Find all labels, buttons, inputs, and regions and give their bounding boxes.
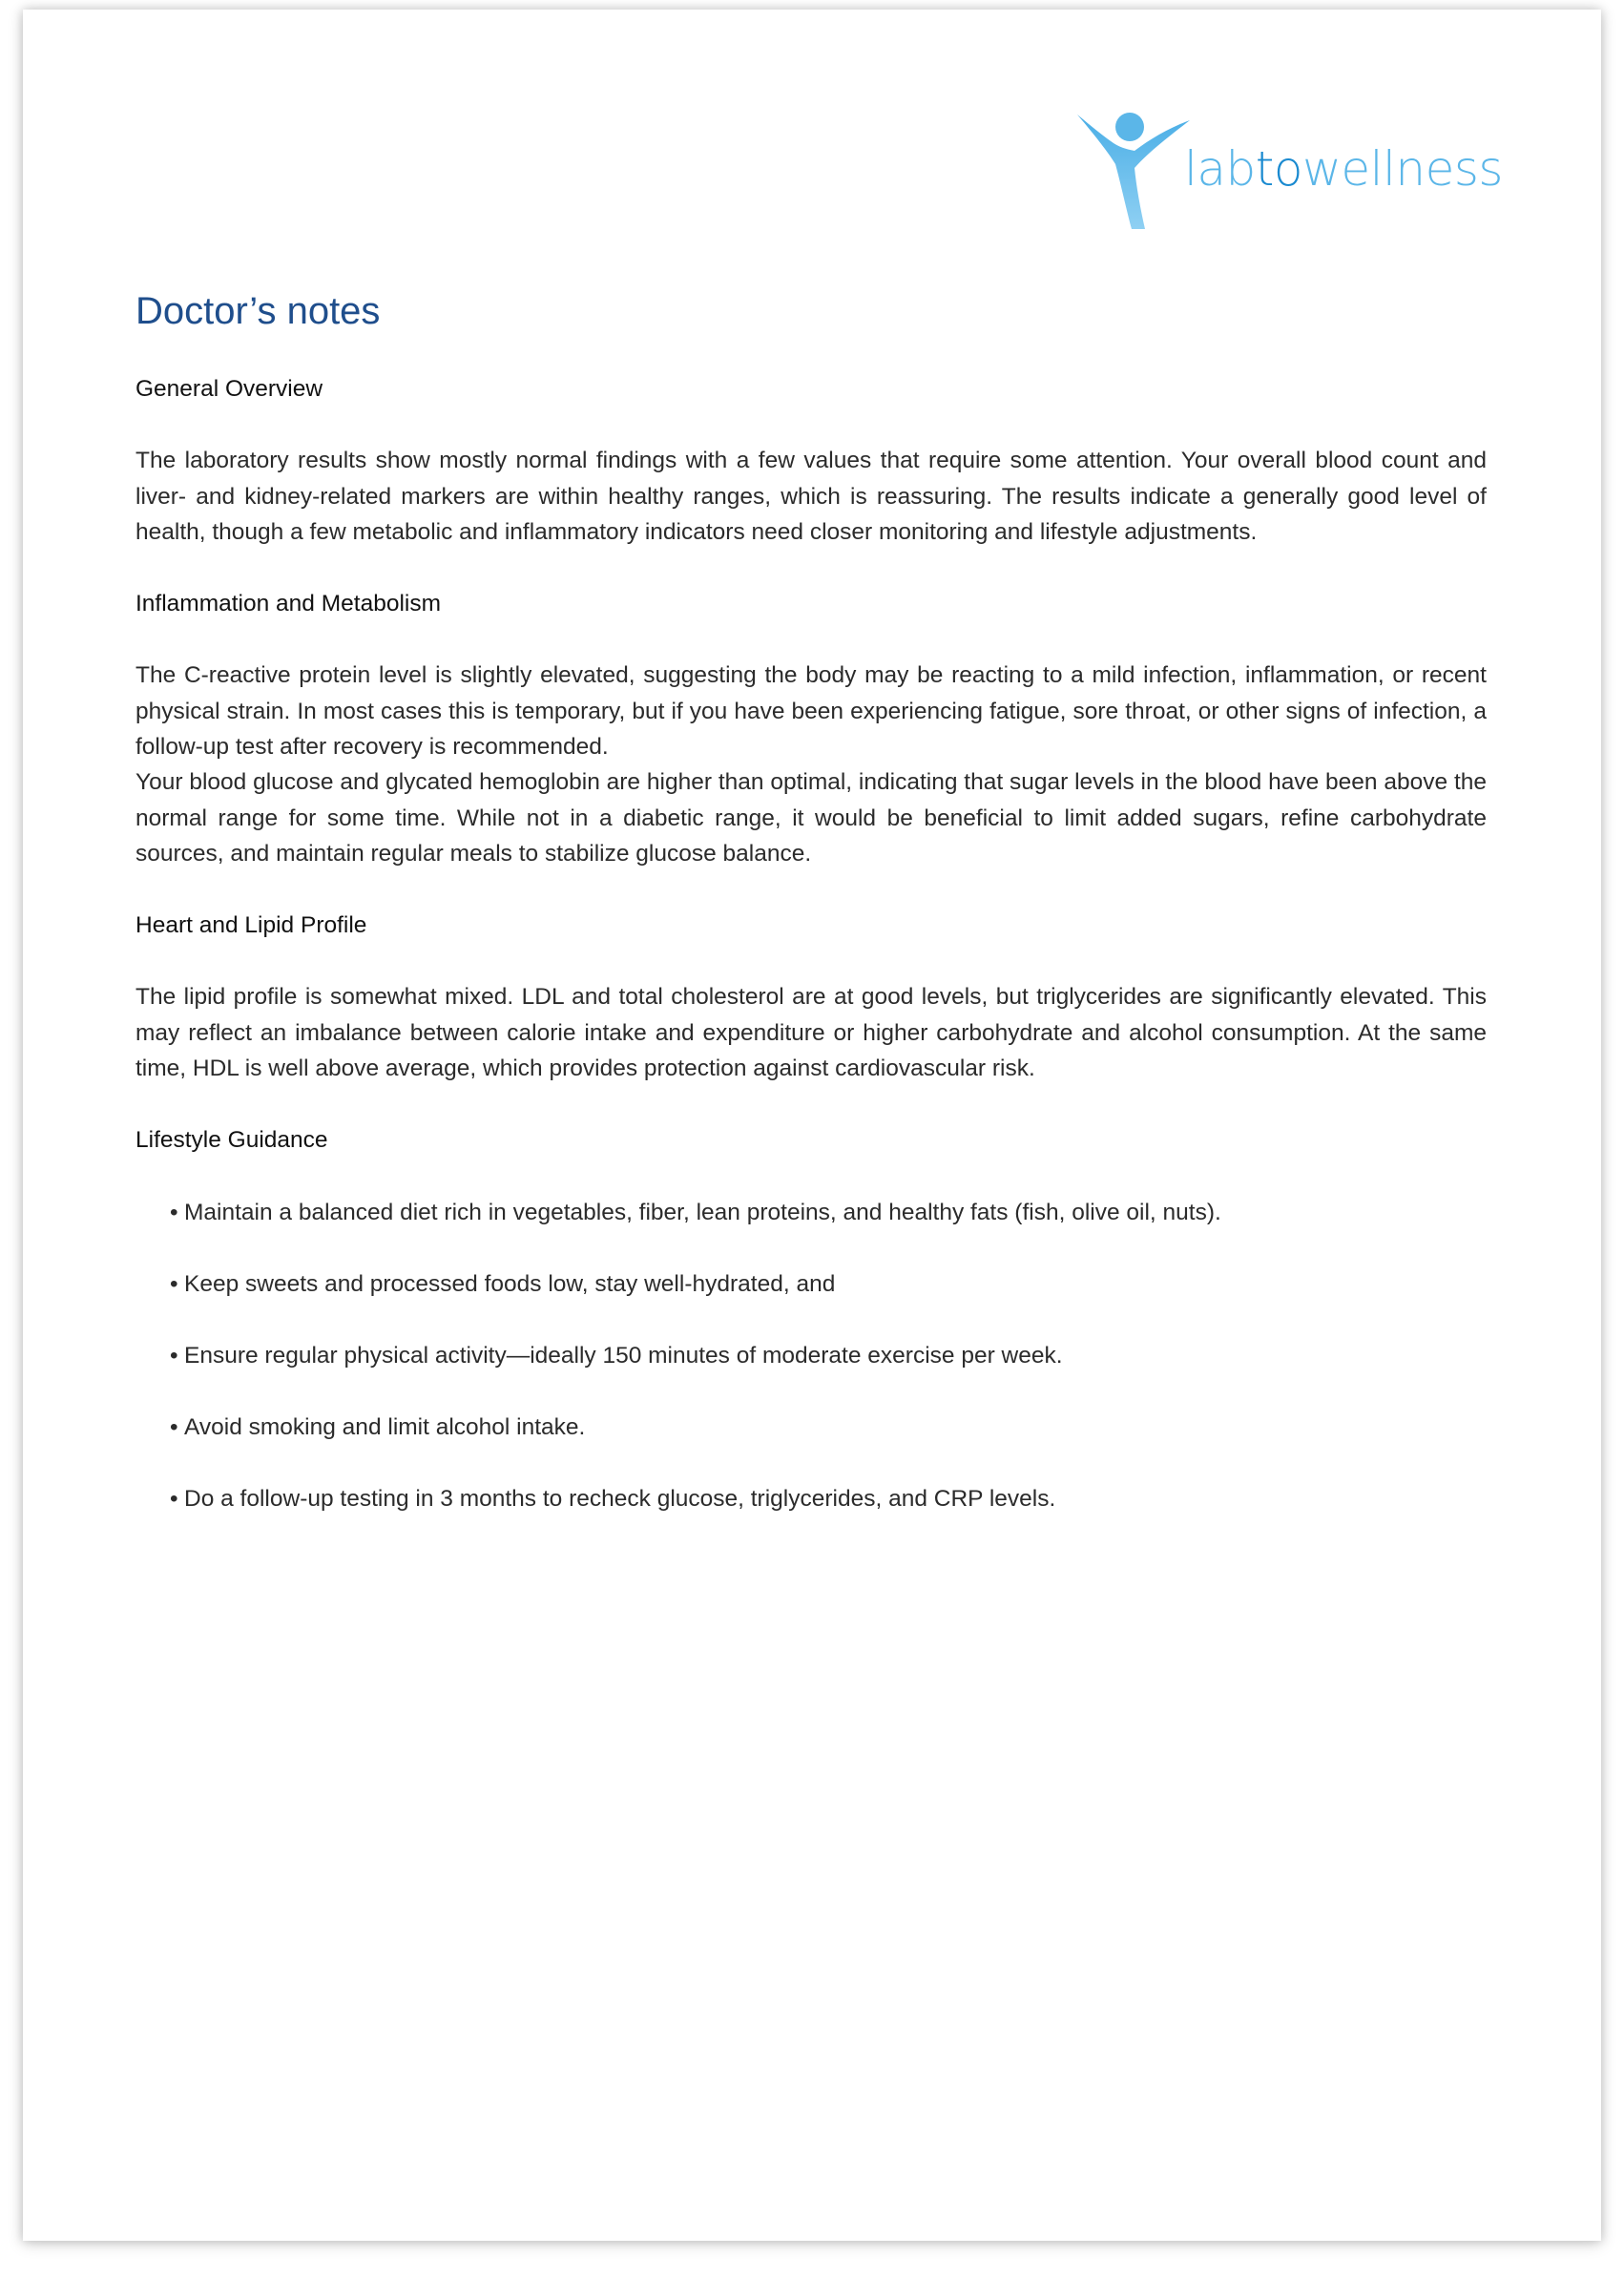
bullet-symbol: • <box>170 1486 178 1512</box>
logo-wordmark <box>1184 141 1503 197</box>
paragraph-glucose: Your blood glucose and glycated hemoglobin are higher than optimal, indicating that sugar levels in the blood have been above the normal range for some time. While not in a diabetic range, it would be beneficial to limit added sugars, refine carbohydrate sources, and maintain regular meals to stabilize glucose balance. <box>135 769 1487 867</box>
labtowellness-logo <box>1077 105 1516 239</box>
list-item <box>170 1195 1221 1231</box>
section-heading-heart-lipid: Heart and Lipid Profile <box>135 912 367 938</box>
bullet-symbol: • <box>170 1200 178 1225</box>
bullet-symbol: • <box>170 1414 178 1440</box>
section-heading-lifestyle-guidance: Lifestyle Guidance <box>135 1127 328 1153</box>
list-item <box>170 1338 1221 1374</box>
person-raising-arms-icon <box>1077 105 1201 239</box>
page-title: Doctor’s notes <box>135 290 381 332</box>
logo-text-lab: lab <box>1184 141 1256 197</box>
bullet-symbol: • <box>170 1271 178 1297</box>
list-item-text: Keep sweets and processed foods low, stay well-hydrated, and <box>184 1271 836 1297</box>
list-item-text: Avoid smoking and limit alcohol intake. <box>184 1414 586 1440</box>
list-item-text: Do a follow-up testing in 3 months to recheck glucose, triglycerides, and CRP levels. <box>184 1486 1056 1512</box>
lifestyle-guidance-list <box>170 1195 1221 1553</box>
list-item <box>170 1481 1221 1517</box>
list-item <box>170 1266 1221 1303</box>
list-item-text: Maintain a balanced diet rich in vegetables, fiber, lean proteins, and healthy fats (fish, olive oil, nuts). <box>184 1200 1221 1225</box>
list-item-text: Ensure regular physical activity—ideally 150 minutes of moderate exercise per week. <box>184 1343 1063 1369</box>
bullet-symbol: • <box>170 1343 178 1369</box>
paragraph-crp: The C-reactive protein level is slightly elevated, suggesting the body may be reacting to a mild infection, inflammation, or recent physical strain. In most cases this is temporary, but if you have been experiencing fatigue, sore throat, or other signs of infection, a follow-up test after recovery is recommended. <box>135 662 1487 760</box>
paragraph-general-overview: The laboratory results show mostly normal findings with a few values that require some attention. Your overall blood count and liver- and kidney-related markers are within healthy ranges, which is reassuring. The results indicate a generally good level of health, though a few metabolic and inflammatory indicators need closer monitoring and lifestyle adjustments. <box>135 448 1487 545</box>
list-item <box>170 1410 1221 1446</box>
logo-text-wellness: wellness <box>1301 141 1503 197</box>
section-heading-general-overview: General Overview <box>135 376 323 402</box>
section-heading-inflammation-metabolism: Inflammation and Metabolism <box>135 591 442 617</box>
logo-text-to: to <box>1255 141 1302 197</box>
paragraph-lipid-profile: The lipid profile is somewhat mixed. LDL and total cholesterol are at good levels, but triglycerides are significantly elevated. This may reflect an imbalance between calorie intake and expenditure or higher carbohydrate and alcohol consumption. At the same time, HDL is well above average, which provides protection against cardiovascular risk. <box>135 984 1487 1081</box>
document-page <box>23 10 1601 2241</box>
